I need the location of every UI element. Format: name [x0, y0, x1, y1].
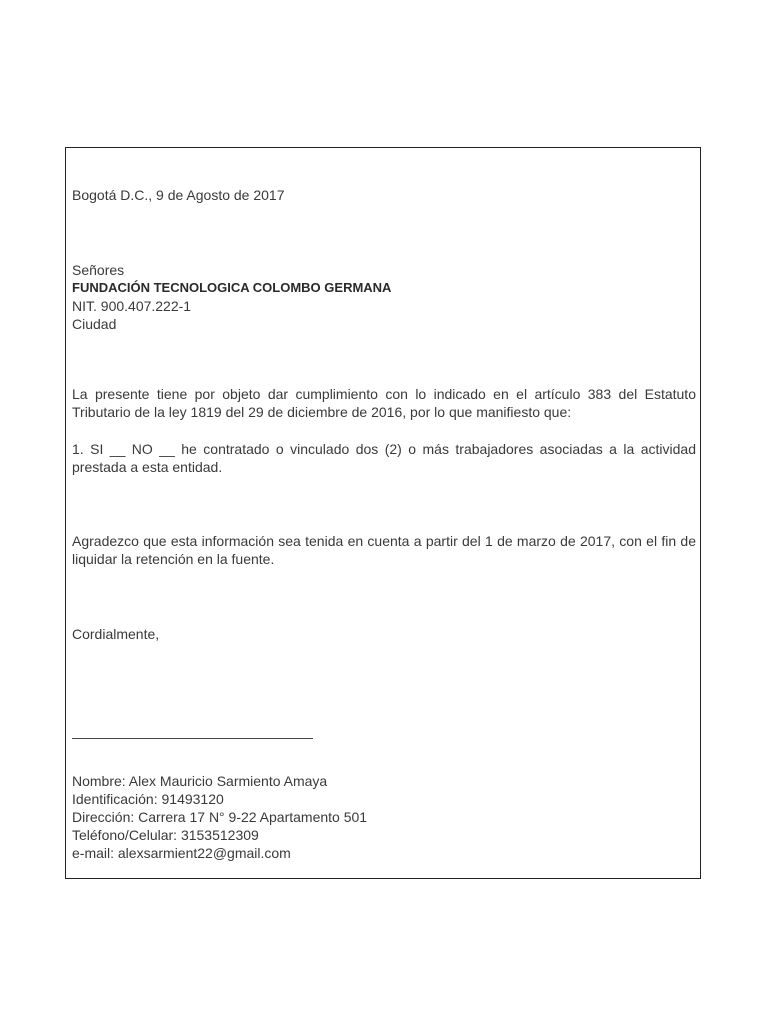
signer-name: Nombre: Alex Mauricio Sarmiento Amaya	[72, 773, 328, 789]
signer-email: e-mail: alexsarmient22@gmail.com	[72, 845, 291, 861]
signer-address: Dirección: Carrera 17 N° 9-22 Apartamento 501	[72, 809, 368, 825]
signature-line	[72, 738, 313, 739]
letter-date: Bogotá D.C., 9 de Agosto de 2017	[72, 187, 285, 203]
paragraph-item-1: 1. SI __ NO __ he contratado o vinculado dos (2) o más trabajadores asociadas a la actividad prestada a esta entidad.	[72, 441, 696, 475]
recipient-organization: FUNDACIÓN TECNOLOGICA COLOMBO GERMANA	[72, 280, 392, 295]
signer-identification: Identificación: 91493120	[72, 791, 224, 807]
paragraph-intro: La presente tiene por objeto dar cumplimiento con lo indicado en el artículo 383 del Estatuto Tributario de la ley 1819 del 29 de diciembre de 2016, por lo que manifiesto que:	[72, 386, 696, 420]
signer-phone: Teléfono/Celular: 3153512309	[72, 827, 259, 843]
recipient-salutation: Señores	[72, 262, 125, 278]
recipient-city: Ciudad	[72, 316, 117, 332]
letter-frame	[65, 147, 701, 879]
recipient-nit: NIT. 900.407.222-1	[72, 298, 192, 314]
paragraph-thanks: Agradezco que esta información sea tenida en cuenta a partir del 1 de marzo de 2017, con el fin de liquidar la retención en la fuente.	[72, 533, 696, 567]
closing-text: Cordialmente,	[72, 626, 160, 642]
